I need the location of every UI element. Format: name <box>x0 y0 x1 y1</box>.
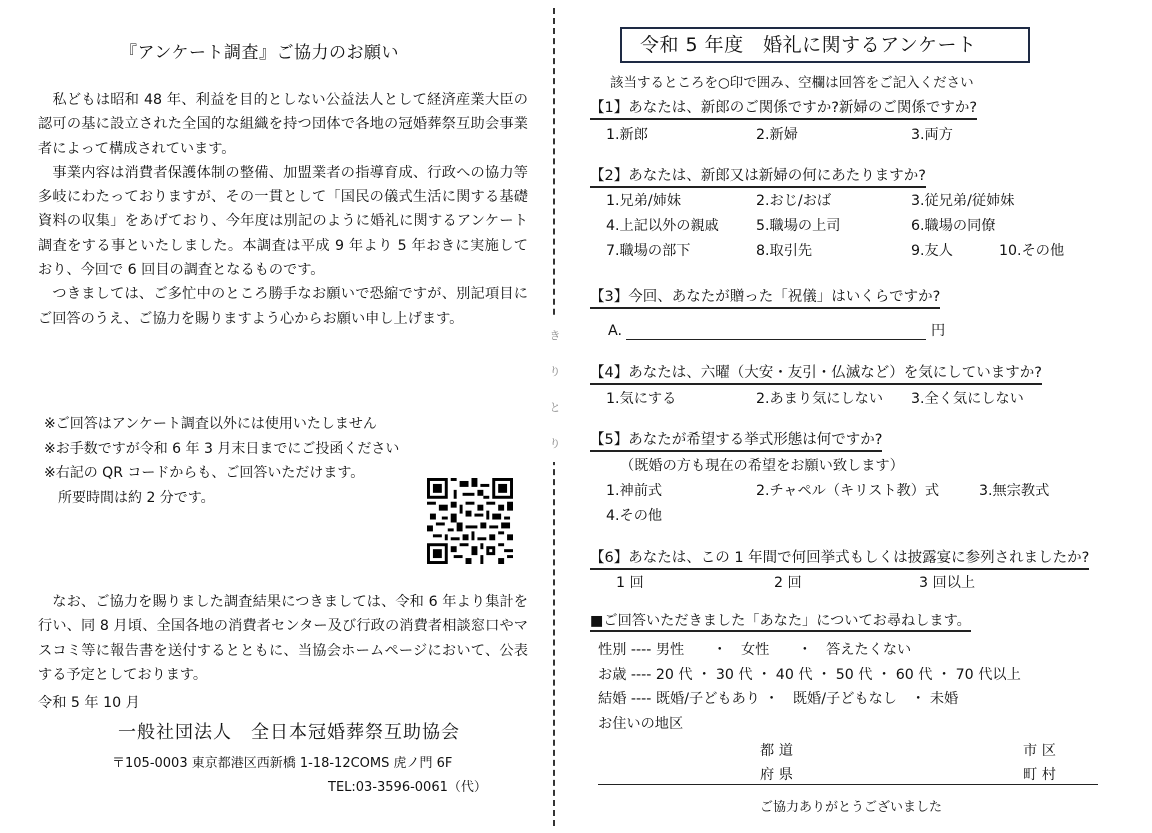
cut-line-char: き <box>549 329 561 342</box>
region-label: お住いの地区 <box>598 715 684 732</box>
option[interactable]: 1.気にする <box>606 391 677 407</box>
qr-code-icon[interactable] <box>425 478 515 564</box>
note-item: ※ご回答はアンケート調査以外には使用いたしません <box>44 416 377 432</box>
option[interactable]: 7.職場の部下 <box>606 243 691 259</box>
gender-field[interactable]: 性別 ---- 男性 ・ 女性 ・ 答えたくない <box>598 642 912 658</box>
thanks-text: ご協力ありがとうございました <box>760 800 943 815</box>
city-label-top: 市 区 <box>1023 743 1056 759</box>
option[interactable]: 3.従兄弟/従姉妹 <box>911 193 1015 209</box>
note-item: ※右記の QR コードからも、ご回答いただけます。 <box>44 465 365 481</box>
option[interactable]: 3.全く気にしない <box>911 391 1024 407</box>
option[interactable]: 3.両方 <box>911 127 953 143</box>
marriage-field[interactable]: 結婚 ---- 既婚/子どもあり ・ 既婚/子どもなし ・ 未婚 <box>598 691 959 707</box>
city-label-bottom: 町 村 <box>1023 767 1056 783</box>
answer-suffix: 円 <box>931 323 946 339</box>
organization-tel: TEL:03-3596-0061（代） <box>328 780 487 795</box>
question-5-note: （既婚の方も現在の希望をお願い致します） <box>620 458 904 474</box>
profile-fields <box>598 638 1021 736</box>
option[interactable]: 3 回以上 <box>919 575 976 591</box>
organization-address: 〒105-0003 東京都港区西新橋 1-18-12COMS 虎ノ門 6F <box>112 756 453 771</box>
option[interactable]: 2.あまり気にしない <box>756 391 884 407</box>
cut-line-char: り <box>549 365 561 378</box>
prefecture-label-top: 都 道 <box>760 743 793 759</box>
option[interactable]: 1.神前式 <box>606 483 663 499</box>
question-2: 【2】あなたは、新郎又は新婦の何にあたりますか? <box>590 164 926 188</box>
answer-blank[interactable] <box>626 325 926 340</box>
question-1: 【1】あなたは、新郎のご関係ですか?新婦のご関係ですか? <box>590 96 977 120</box>
option[interactable]: 5.職場の上司 <box>756 218 841 234</box>
notes-list <box>44 412 399 510</box>
option[interactable]: 1 回 <box>616 575 644 591</box>
question-6-options <box>606 572 1126 597</box>
cut-line-label <box>548 318 562 462</box>
option[interactable]: 10.その他 <box>999 243 1065 259</box>
age-field[interactable]: お歳 ---- 20 代 ・ 30 代 ・ 40 代 ・ 50 代 ・ 60 代 ・ 70 代以上 <box>598 666 1021 683</box>
option[interactable]: 2.新婦 <box>756 127 798 143</box>
prefecture-label-bottom: 府 県 <box>760 767 793 783</box>
letter-date: 令和 5 年 10 月 <box>38 695 140 711</box>
question-4: 【4】あなたは、六曜（大安・友引・仏滅など）を気にしていますか? <box>590 361 1042 385</box>
option[interactable]: 4.上記以外の親戚 <box>606 218 719 234</box>
question-2-options <box>606 190 1126 265</box>
question-1-options <box>606 124 1126 149</box>
option[interactable]: 3.無宗教式 <box>979 483 1050 499</box>
option[interactable]: 6.職場の同僚 <box>911 218 996 234</box>
questionnaire-title: 令和 5 年度 婚礼に関するアンケート <box>620 27 1030 63</box>
cut-line-char: と <box>549 401 561 414</box>
question-6: 【6】あなたは、この 1 年間で何回挙式もしくは披露宴に参列されましたか? <box>590 546 1089 570</box>
option[interactable]: 9.友人 <box>911 243 953 259</box>
letter-body <box>38 88 528 331</box>
region-input-line[interactable] <box>598 784 1098 785</box>
option[interactable]: 1.新郎 <box>606 127 648 143</box>
option[interactable]: 8.取引先 <box>756 243 813 259</box>
answer-prefix: A. <box>608 323 622 339</box>
cut-line-char: り <box>549 437 561 450</box>
paragraph-3: つきましては、ご多忙中のところ勝手なお願いで恐縮ですが、別記項目にご回答のうえ、ご協力を賜りますよう心からお願い申し上げます。 <box>38 286 528 327</box>
paragraph-2: 事業内容は消費者保護体制の整備、加盟業者の指導育成、行政への協力等多岐にわたっておりますが、その一貫として「国民の儀式生活に関する基礎資料の収集」をあげており、今年度は別記のように婚礼に関するアンケート調査をする事といたしました。本調査は平成 9 年より 5 年おきに実施しており、今回で 6 回目の調査となるものです。 <box>38 164 528 279</box>
note-item: ※お手数ですが令和 6 年 3 月末日までにご投函ください <box>44 440 400 457</box>
option[interactable]: 2.チャペル（キリスト教）式 <box>756 483 940 499</box>
letter-title: 『アンケート調査』ご協力のお願い <box>120 43 399 63</box>
option[interactable]: 2 回 <box>774 575 802 591</box>
question-5-options <box>606 455 1126 530</box>
paragraph-1: 私どもは昭和 48 年、利益を目的としない公益法人として経済産業大臣の認可の基に設立された全国的な組織を持つ団体で各地の冠婚葬祭互助会事業者によって構成されています。 <box>38 92 528 157</box>
question-3: 【3】今回、あなたが贈った「祝儀」はいくらですか? <box>590 285 940 309</box>
closing-paragraph: なお、ご協力を賜りました調査結果につきましては、令和 6 年より集計を行い、同 8 月頃、全国各地の消費者センター及び行政の消費者相談窓口やマスコミ等に報告書を送付するとともに、当協会ホームページにおいて、公表する予定としております。 <box>38 594 528 683</box>
gift-amount-field[interactable] <box>608 320 945 340</box>
option[interactable]: 4.その他 <box>606 508 663 524</box>
option[interactable]: 2.おじ/おば <box>756 193 832 209</box>
organization-name: 一般社団法人 全日本冠婚葬祭互助協会 <box>118 722 460 743</box>
option[interactable]: 1.兄弟/姉妹 <box>606 193 682 209</box>
instruction-text: 該当するところを○印で囲み、空欄は回答をご記入ください <box>610 75 974 91</box>
note-item: 所要時間は約 2 分です。 <box>44 489 215 506</box>
about-heading: ■ご回答いただきました「あなた」についてお尋ねします。 <box>590 610 971 632</box>
question-5: 【5】あなたが希望する挙式形態は何ですか? <box>590 428 882 452</box>
question-4-options <box>606 388 1126 413</box>
